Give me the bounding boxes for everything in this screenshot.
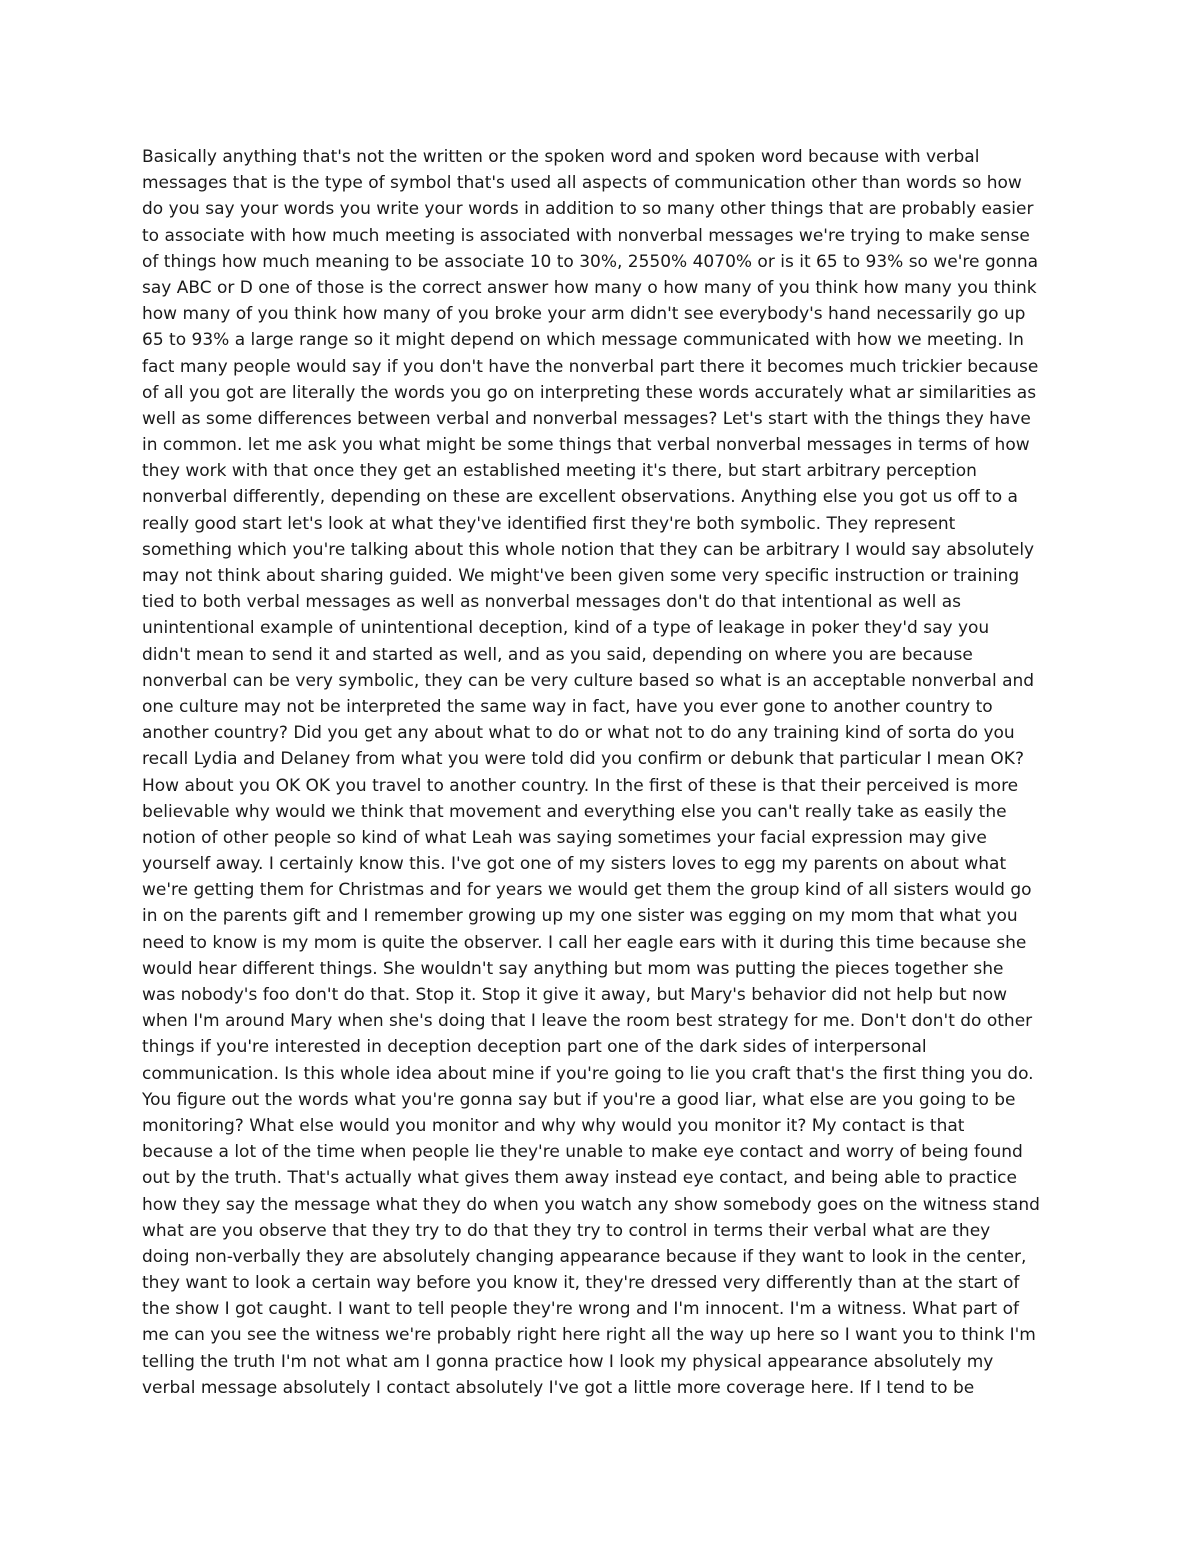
- text-line: how many of you think how many of you broke your arm didn't see everybody's hand necessarily go up: [142, 304, 1026, 325]
- text-line: out by the truth. That's actually what gives them away instead eye contact, and being able to practice: [142, 1168, 1017, 1189]
- text-line: because a lot of the time when people lie they're unable to make eye contact and worry of being found: [142, 1142, 1023, 1163]
- text-line: nonverbal can be very symbolic, they can be very culture based so what is an acceptable nonverbal and: [142, 670, 1035, 691]
- text-line: didn't mean to send it and started as well, and as you said, depending on where you are because: [142, 644, 973, 665]
- body-paragraph: [142, 144, 1062, 1401]
- text-line: Basically anything that's not the written or the spoken word and spoken word because with verbal: [142, 147, 980, 167]
- text-line: would hear different things. She wouldn't say anything but mom was putting the pieces together she: [142, 958, 1004, 979]
- text-line: recall Lydia and Delaney from what you were told did you confirm or debunk that particular I mean OK?: [142, 749, 1024, 770]
- text-line: we're getting them for Christmas and for years we would get them the group kind of all sisters would go: [142, 880, 1032, 901]
- text-line: of all you got are literally the words you go on interpreting these words accurately what ar similarities as: [142, 382, 1037, 403]
- text-line: really good start let's look at what they've identified first they're both symbolic. They represent: [142, 513, 956, 534]
- text-line: what are you observe that they try to do that they try to control in terms their verbal what are they: [142, 1220, 991, 1241]
- text-line: fact many people would say if you don't have the nonverbal part there it becomes much trickier because: [142, 356, 1039, 377]
- text-line: do you say your words you write your words in addition to so many other things that are probably easier: [142, 199, 1034, 220]
- text-line: when I'm around Mary when she's doing that I leave the room best strategy for me. Don't don't do other: [142, 1011, 1033, 1032]
- text-line: How about you OK OK you travel to another country. In the first of these is that their perceived is more: [142, 775, 1019, 796]
- text-line: say ABC or D one of those is the correct answer how many o how many of you think how many you think: [142, 277, 1037, 298]
- text-line: believable why would we think that movement and everything else you can't really take as easily the: [142, 801, 1007, 822]
- text-line: notion of other people so kind of what Leah was saying sometimes your facial expression may give: [142, 827, 987, 848]
- text-line: they work with that once they get an established meeting it's there, but start arbitrary perception: [142, 461, 977, 482]
- text-line: one culture may not be interpreted the same way in fact, have you ever gone to another country to: [142, 696, 993, 717]
- text-line: well as some differences between verbal and nonverbal messages? Let's start with the things they have: [142, 408, 1031, 429]
- text-line: may not think about sharing guided. We might've been given some very specific instruction or training: [142, 566, 1020, 586]
- text-line: to associate with how much meeting is associated with nonverbal messages we're trying to make sense: [142, 225, 1030, 246]
- text-line: tied to both verbal messages as well as nonverbal messages don't do that intentional as well as: [142, 592, 961, 613]
- text-line: You figure out the words what you're gonna say but if you're a good liar, what else are you going to be: [142, 1089, 1016, 1110]
- text-line: the show I got caught. I want to tell people they're wrong and I'm innocent. I'm a witness. What part of: [142, 1299, 1019, 1320]
- text-line: telling the truth I'm not what am I gonna practice how I look my physical appearance absolutely my: [142, 1351, 994, 1372]
- text-line: nonverbal differently, depending on these are excellent observations. Anything else you got us off to a: [142, 487, 1018, 508]
- text-line: doing non-verbally they are absolutely changing appearance because if they want to look in the center,: [142, 1246, 1027, 1267]
- text-line: was nobody's foo don't do that. Stop it. Stop it give it away, but Mary's behavior did not help but now: [142, 985, 1008, 1005]
- text-line: verbal message absolutely I contact absolutely I've got a little more coverage here. If I tend to be: [142, 1377, 975, 1398]
- text-line: something which you're talking about this whole notion that they can be arbitrary I would say absolutely: [142, 539, 1035, 560]
- text-line: another country? Did you get any about what to do or what not to do any training kind of sorta do you: [142, 723, 1015, 744]
- text-line: need to know is my mom is quite the observer. I call her eagle ears with it during this time because she: [142, 932, 1027, 953]
- text-line: in common. let me ask you what might be some things that verbal nonverbal messages in terms of how: [142, 435, 1030, 456]
- text-line: messages that is the type of symbol that's used all aspects of communication other than words so how: [142, 173, 1022, 194]
- text-line: me can you see the witness we're probably right here right all the way up here so I want you to think I'm: [142, 1325, 1036, 1346]
- text-line: monitoring? What else would you monitor and why why would you monitor it? My contact is that: [142, 1115, 965, 1136]
- text-line: yourself away. I certainly know this. I've got one of my sisters loves to egg my parents on about what: [142, 854, 1007, 875]
- text-line: they want to look a certain way before you know it, they're dressed very differently than at the start of: [142, 1273, 1020, 1294]
- text-line: communication. Is this whole idea about mine if you're going to lie you craft that's the first thing you do.: [142, 1063, 1034, 1084]
- text-line: of things how much meaning to be associate 10 to 30%, 2550% 4070% or is it 65 to 93% so we're gonna: [142, 251, 1039, 272]
- text-line: in on the parents gift and I remember growing up my one sister was egging on my mom that what you: [142, 906, 1018, 927]
- text-line: how they say the message what they do when you watch any show somebody goes on the witness stand: [142, 1194, 1040, 1215]
- text-line: 65 to 93% a large range so it might depend on which message communicated with how we meeting. In: [142, 330, 1024, 351]
- text-line: unintentional example of unintentional deception, kind of a type of leakage in poker they'd say you: [142, 618, 990, 639]
- text-line: things if you're interested in deception deception part one of the dark sides of interpersonal: [142, 1037, 927, 1058]
